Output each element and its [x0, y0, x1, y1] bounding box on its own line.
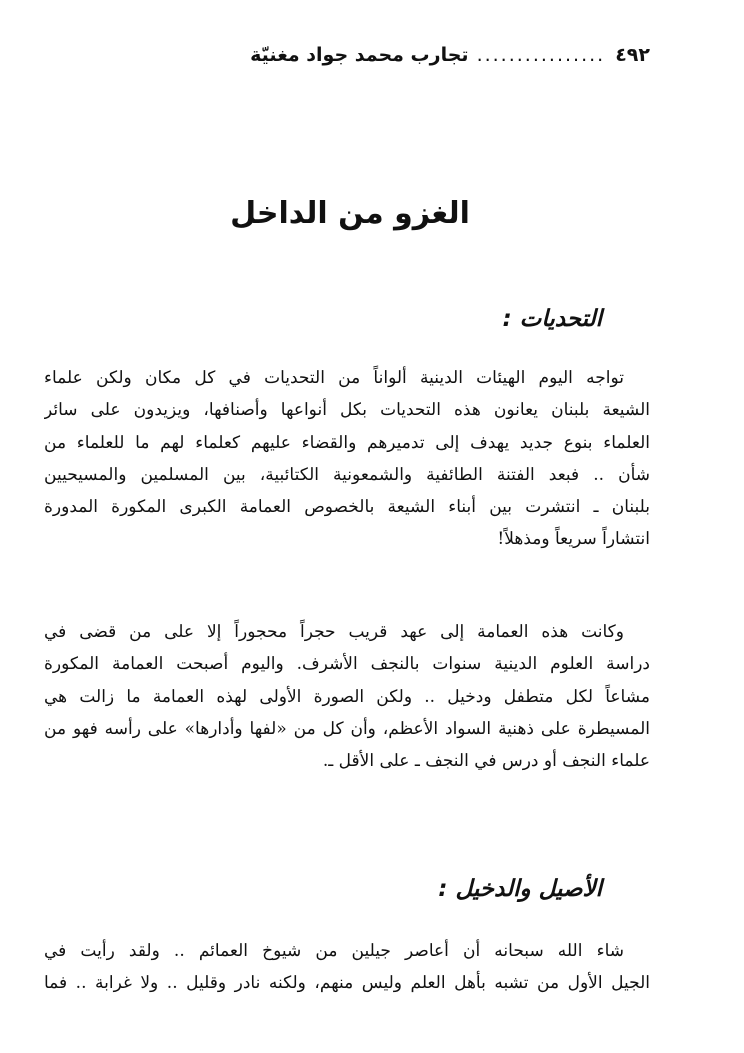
running-header: [38, 44, 650, 66]
paragraph: [44, 935, 650, 1000]
page-number: ٤٩٢: [615, 44, 650, 66]
text-line: بلبنان ـ انتشرت بين أبناء الشيعة بالخصوص العمامة الكبرى المكورة المدورة: [44, 497, 650, 518]
text-line: الشيعة بلبنان يعانون هذه التحديات بكل أنواعها وأصنافها، ويزيدون على سائر: [44, 400, 650, 421]
section-heading-original-and-intruder: الأصيل والدخيل :: [438, 876, 602, 902]
text-line: انتشاراً سريعاً ومذهلاً!: [497, 529, 650, 550]
text-line: وكانت هذه العمامة إلى عهد قريب حجراً محجوراً إلا على من قضى في: [44, 622, 624, 642]
text-line: علماء النجف أو درس في النجف ـ على الأقل ـ.: [322, 751, 650, 772]
text-line: العلماء بنوع جديد يهدف إلى تدميرهم والقضاء عليهم كعلماء لهم ما للعلماء من: [44, 432, 650, 453]
text-line: تواجه اليوم الهيئات الدينية ألواناً من التحديات في كل مكان ولكن علماء: [44, 368, 624, 388]
section-heading-challenges: التحديات :: [502, 306, 602, 332]
header-dot-leader: ................: [476, 44, 606, 66]
text-line: شاء الله سبحانه أن أعاصر جيلين من شيوخ العمائم .. ولقد رأيت في: [44, 941, 624, 961]
text-line: مشاعاً لكل متطفل ودخيل .. ولكن الصورة الأولى لهذه العمامة ما زالت هي: [44, 686, 650, 707]
chapter-title: الغزو من الداخل: [230, 196, 470, 231]
paragraph: [44, 362, 650, 556]
text-line: دراسة العلوم الدينية سنوات بالنجف الأشرف. واليوم أصبحت العمامة المكورة: [44, 654, 650, 675]
book-title: تجارب محمد جواد مغنيّة: [250, 44, 469, 66]
paragraph: [44, 616, 650, 777]
text-line: المسيطرة على ذهنية السواد الأعظم، وأن كل من «لفها وأدارها» على رأسه فهو من: [44, 718, 650, 739]
text-line: شأن .. فبعد الفتنة الطائفية والشمعونية الكتائبية، بين المسلمين والمسيحيين: [44, 464, 650, 485]
text-line: الجيل الأول من تشبه بأهل العلم وليس منهم، ولكنه نادر وقليل .. ولا غرابة .. فما: [44, 973, 650, 994]
